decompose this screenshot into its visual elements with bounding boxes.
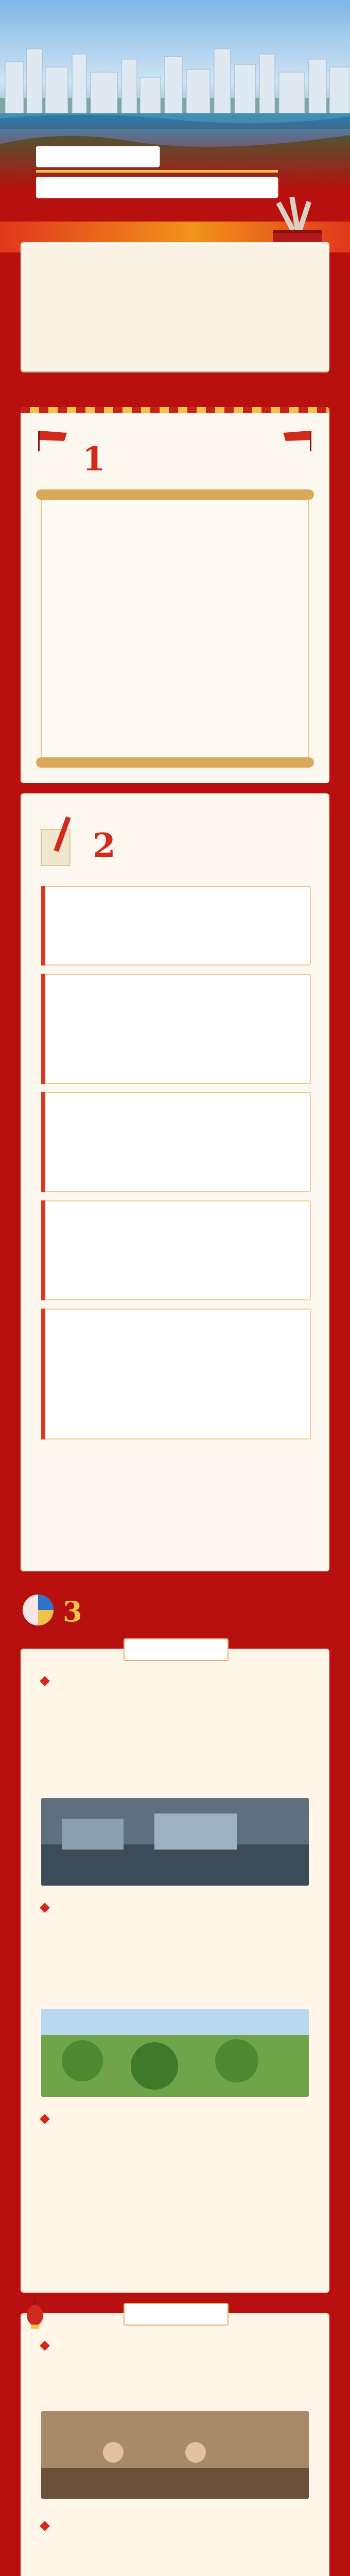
enterprise-assist-card xyxy=(21,2313,329,2576)
section-number: 3 xyxy=(63,1595,82,1628)
card-item xyxy=(41,2339,309,2352)
diamond-bullet-icon xyxy=(40,1903,50,1913)
goal-card xyxy=(41,974,311,1084)
section-struggle-goals xyxy=(21,793,329,1571)
diamond-bullet-icon xyxy=(40,2341,50,2351)
goal-card xyxy=(41,1092,311,1192)
goal-card xyxy=(41,886,311,965)
card-item xyxy=(41,2112,309,2126)
diamond-bullet-icon xyxy=(40,2521,50,2531)
section-number: 1 xyxy=(82,440,106,479)
goal-marker xyxy=(41,1309,45,1439)
scroll-icon xyxy=(36,489,314,768)
card-tag xyxy=(124,2303,229,2326)
orchard-image xyxy=(41,2009,309,2097)
decorative-strip xyxy=(21,407,329,413)
goal-marker xyxy=(41,1200,45,1300)
section-number: 2 xyxy=(93,826,116,865)
industry-upgrade-card xyxy=(21,1649,329,2293)
industry-photo xyxy=(41,1798,309,1886)
diamond-bullet-icon xyxy=(40,2114,50,2124)
section-guiding-ideology xyxy=(21,407,329,783)
meeting-image xyxy=(41,2411,309,2499)
section-high-quality-dev xyxy=(21,1584,329,1636)
goal-card xyxy=(41,1309,311,1439)
flag-left-icon xyxy=(36,428,72,453)
enterprise-photo xyxy=(41,2411,309,2499)
pen-icon xyxy=(36,814,82,871)
agriculture-photo xyxy=(41,2009,309,2097)
goal-card xyxy=(41,1200,311,1300)
lantern-icon xyxy=(25,2298,45,2334)
goal-marker xyxy=(41,974,45,1084)
factory-image xyxy=(41,1798,309,1886)
goal-marker xyxy=(41,886,45,965)
card-item xyxy=(41,1674,309,1688)
card-item xyxy=(41,2519,309,2533)
card-item xyxy=(41,1901,309,1914)
diamond-bullet-icon xyxy=(40,1676,50,1686)
card-tag xyxy=(124,1638,229,1661)
goal-marker xyxy=(41,1092,45,1192)
intro-card xyxy=(21,242,329,371)
flag-right-icon xyxy=(278,428,314,453)
section-3-badge-icon xyxy=(21,1589,87,1631)
